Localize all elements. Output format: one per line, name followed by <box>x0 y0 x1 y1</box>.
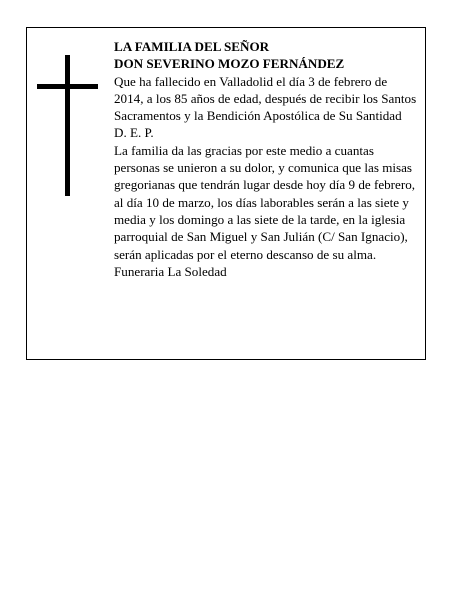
obituary-text <box>114 38 419 280</box>
masses-announcement: La familia da las gracias por este medio a cuantas personas se unieron a su dolor, y comunica que las misas gregorianas que tendrán lugar desde hoy día 9 de febrero, al día 10 de marzo, los días laborables serán a las siete y media y los domingo a las siete de la tarde, en la iglesia parroquial de San Miguel y San Julián (C/ San Ignacio), serán aplicadas por el eterno descanso de su alma. <box>114 142 416 262</box>
cross-horizontal-bar <box>37 84 98 89</box>
cross-vertical-bar <box>65 55 70 196</box>
death-announcement: Que ha fallecido en Valladolid el día 3 de febrero de 2014, a los 85 años de edad, después de recibir los Santos Sacramentos y la Bendición Apostólica de Su Santidad <box>114 73 417 124</box>
funeral-home-signature: Funeraria La Soledad <box>114 263 227 279</box>
dep-line: D. E. P. <box>114 125 154 141</box>
heading-family: LA FAMILIA DEL SEÑOR <box>114 39 270 54</box>
heading-deceased-name: DON SEVERINO MOZO FERNÁNDEZ <box>114 56 345 72</box>
